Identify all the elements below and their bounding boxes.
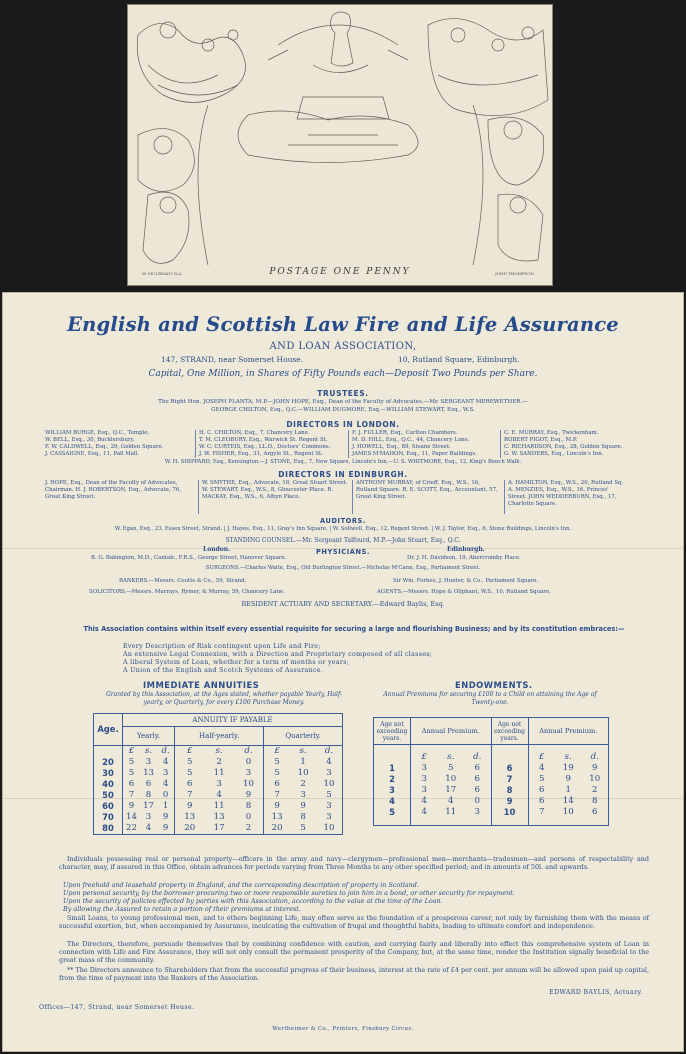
age-column xyxy=(374,745,411,826)
age-value: 50 xyxy=(102,790,114,800)
value-cell: 4 xyxy=(421,807,427,817)
age-value: 3 xyxy=(389,785,395,795)
value-cell: 6 xyxy=(128,779,135,789)
value-row xyxy=(264,768,342,779)
physicians-edinburgh: Dr. J. H. Davidson, 19, Abercromby Place. xyxy=(407,555,521,561)
value-cell: 3 xyxy=(162,768,169,778)
paragraph: ** The Directors announce to Shareholders that from the successful progress of their business, interest at the rate of £4 per cent. per annum will be allowed upon paid up capital, from the time of payment into the Bankers of the Association. xyxy=(59,966,649,983)
annual-premium-header: Annual Premium. xyxy=(528,718,609,745)
bankers-line: BANKERS.—Messrs. Coutts & Co., 59, Strand. xyxy=(119,578,247,584)
value-row xyxy=(411,752,491,763)
value-cell: 6 xyxy=(474,785,480,795)
value-cell: 4 xyxy=(539,763,545,773)
embrace-item: A Union of the English and Scotch Systems of Assurance. xyxy=(123,667,324,674)
value-row xyxy=(175,790,263,801)
value-cell: 9 xyxy=(245,790,252,800)
value-cell: 6 xyxy=(474,774,480,784)
director-entry: W. BELL, Esq., 30, Bucklersbury. xyxy=(45,436,135,443)
value-cell: 8 xyxy=(245,801,252,811)
value-cell: 3 xyxy=(145,757,152,767)
value-cell: 3 xyxy=(326,768,332,778)
company-subtitle: AND LOAN ASSOCIATION, xyxy=(269,341,417,352)
value-cell: s. xyxy=(215,746,223,756)
mulready-envelope xyxy=(127,4,553,286)
solicitors-line: SOLICITORS.—Messrs. Murrays, Rymer, & Murray, 59, Chancery Lane. xyxy=(89,589,285,595)
address-london: 147, STRAND, near Somerset House. xyxy=(161,355,304,364)
value-cell: 6 xyxy=(145,779,152,789)
value-row xyxy=(123,768,174,779)
value-cell: 4 xyxy=(162,757,169,767)
value-cell: 20 xyxy=(184,823,196,833)
embrace-item: Every Description of Risk contingent upon Life and Fire; xyxy=(123,643,321,650)
director-entry: T. M. CLEOBURY, Esq., Warwick St. Regent St. xyxy=(199,436,328,443)
value-row xyxy=(264,812,342,823)
value-cell: 5 xyxy=(187,768,193,778)
value-row xyxy=(175,757,263,768)
value-cell: 19 xyxy=(562,763,574,773)
value-cell: 10 xyxy=(445,774,457,784)
value-cell: s. xyxy=(564,752,572,762)
value-cell: £ xyxy=(421,752,427,762)
value-cell: 6 xyxy=(539,796,545,806)
age-header: Age. xyxy=(94,714,123,746)
annual-premium-header: Annual Premium. xyxy=(411,718,492,745)
company-title: English and Scottish Law Fire and Life Assurance xyxy=(67,313,619,336)
value-cell: 2 xyxy=(592,785,598,795)
value-cell: 2 xyxy=(245,823,252,833)
value-cell: 9 xyxy=(162,812,169,822)
value-cell: 9 xyxy=(187,801,193,811)
value-cell: 11 xyxy=(445,807,457,817)
auditors-line: W. Egan, Esq., 23, Essex Street, Strand. | J. Hayes, Esq., 11, Gray's Inn Square. | W. Sollwell, Esq., 12, Regent Street. | W. J. Taylor, Esq., 6, Stone Buildings, Lincoln's Inn. xyxy=(114,526,572,532)
value-cell: s. xyxy=(299,746,307,756)
director-entry: ROBERT PIGOT, Esq., M.P. xyxy=(504,436,578,443)
value-cell: 4 xyxy=(448,796,454,806)
value-cell: 3 xyxy=(421,774,427,784)
col-yearly: Yearly. xyxy=(123,727,175,746)
embrace-item: A liberal System of Loan, whether for a term of months or years; xyxy=(123,659,350,666)
director-entry: W. C. CURTEIS, Esq., LL.D., Doctors' Commons. xyxy=(199,443,331,450)
value-cell: 5 xyxy=(326,790,332,800)
directors-london-last: W. H. SHIPPARD, Esq., Kensington.—J. STONE, Esq., 7, New Square, Lincoln's Inn.—U. S. WHITMORE, Esq., 12, King's Bench Walk. xyxy=(164,459,522,465)
surgeons-line: SURGEONS.—Charles Waite, Esq., Old Burlington Street.—Nicholas M'Cann, Esq., Parliament Street. xyxy=(205,565,481,571)
value-row xyxy=(264,779,342,790)
value-row xyxy=(529,796,609,807)
value-cell: 9 xyxy=(162,823,169,833)
quarterly-values xyxy=(264,746,343,835)
agents-line: AGENTS.—Messrs. Hope & Oliphant, W.S., 10, Rutland Square. xyxy=(377,589,551,595)
directors-edinburgh-heading: DIRECTORS IN EDINBURGH. xyxy=(278,470,408,479)
value-row xyxy=(529,807,609,818)
value-cell: 6 xyxy=(592,807,598,817)
value-row xyxy=(529,752,609,763)
age-value: 1 xyxy=(389,763,395,773)
age-value: 70 xyxy=(102,812,114,822)
value-cell: 5 xyxy=(274,768,280,778)
association-statement: This Association contains within itself every essential requisite for securing a large and flourishing Business; and by its constitution embraces:— xyxy=(83,625,625,633)
age-value: 4 xyxy=(389,796,395,806)
value-cell: 6 xyxy=(274,779,280,789)
paragraph: Individuals possessing real or personal property—officers in the army and navy—clergymen—professional men—merchants—tradesmen—and persons of respectability and character, may, if assured in this Office, obtain advances for periods varying from Three Months to any other specified period; and in amounts of 50l. and upwards. xyxy=(59,855,649,872)
value-cell: 9 xyxy=(300,801,306,811)
directors-edinburgh-col3: ANTHONY MURRAY, of Crieff, Esq., W.S., 16, Rutland Square. R. E. SCOTT, Esq., Accountant, 57, Great King Street. xyxy=(356,480,498,500)
offices-line: Offices—147, Strand, near Somerset House. xyxy=(39,1004,195,1011)
value-row xyxy=(264,790,342,801)
value-row xyxy=(529,774,609,785)
address-edinburgh: 10, Rutland Square, Edinburgh. xyxy=(398,355,520,364)
value-cell: 1 xyxy=(162,801,169,811)
paragraph: Small Loans, to young professional men, and to others beginning Life, may often serve as the foundation of a prosperous career, not only by furnishing them with the means of successful exertion, but, when accompanied by Assurance, inculcating the cultivation of frugal and thoughtful habits, leading to ultimate comfort and independence. xyxy=(59,914,649,931)
value-cell: 2 xyxy=(300,779,306,789)
director-entry: G. W. SANDERS, Esq., Lincoln's Inn. xyxy=(504,450,604,457)
standing-counsel: STANDING COUNSEL.—Mr. Sergeant Talfourd, M.P.—John Stuart, Esq., Q.C. xyxy=(225,537,461,544)
value-row xyxy=(264,801,342,812)
value-cell: 5 xyxy=(187,757,193,767)
age-not-exceeding-header: Age not exceeding years. xyxy=(491,718,528,745)
age-value: 8 xyxy=(506,785,513,795)
age-value: 6 xyxy=(506,763,513,773)
value-cell: 17 xyxy=(213,823,225,833)
value-cell: 11 xyxy=(213,801,225,811)
value-cell: 22 xyxy=(126,823,137,833)
value-cell: 3 xyxy=(216,779,222,789)
trustees-line: The Right Hon. JOSEPH PLANTA, M.P.—JOHN HOPE, Esq., Dean of the Faculty of Advocates.—Mr. SERGEANT MEREWETHER.— xyxy=(158,399,528,405)
premium-values xyxy=(528,745,609,826)
age-value: 9 xyxy=(506,796,513,806)
value-cell: 3 xyxy=(145,812,152,822)
value-row xyxy=(123,757,174,768)
value-cell: £ xyxy=(187,746,193,756)
directors-london-col2 xyxy=(199,430,330,458)
physicians-heading: PHYSICIANS. xyxy=(315,548,371,556)
value-cell: d. xyxy=(161,746,170,756)
paragraph: Upon freehold and leasehold property in England, and the corresponding description of property in Scotland. xyxy=(63,881,419,889)
directors-london-col3 xyxy=(352,430,477,458)
value-cell: d. xyxy=(590,752,599,762)
value-cell: 1 xyxy=(300,757,306,767)
value-cell: 7 xyxy=(187,790,193,800)
value-row xyxy=(123,812,174,823)
embrace-item: An extensive Legal Connexion, with a Direction and Proprietary composed of all classes; xyxy=(123,651,433,658)
value-cell: 8 xyxy=(300,812,306,822)
value-row xyxy=(123,790,174,801)
value-cell: d. xyxy=(244,746,253,756)
value-cell: 0 xyxy=(245,757,252,767)
directors-london-heading: DIRECTORS IN LONDON. xyxy=(286,420,400,429)
yearly-values xyxy=(123,746,175,835)
age-value: 5 xyxy=(389,807,395,817)
value-cell: 3 xyxy=(300,790,306,800)
value-cell: 4 xyxy=(326,757,332,767)
value-row xyxy=(175,746,263,757)
value-row xyxy=(175,823,263,834)
value-row xyxy=(411,807,491,818)
value-cell: 0 xyxy=(245,812,252,822)
value-cell: 6 xyxy=(474,763,480,773)
paragraph: By allowing the Assured to retain a portion of their premiums at interest. xyxy=(63,905,301,913)
engraver-left: W. MULREADY R.A. xyxy=(142,271,183,276)
annuities-table xyxy=(93,713,343,835)
value-row xyxy=(123,746,174,757)
director-entry: H. C. CHILTON, Esq., 7, Chancery Lane. xyxy=(199,430,310,436)
value-cell: 14 xyxy=(126,812,137,822)
value-row xyxy=(411,785,491,796)
bankers-edinburgh: Sir Wm. Forbes, J. Hunter, & Co., Parliament Square. xyxy=(393,578,539,584)
value-cell: d. xyxy=(324,746,334,756)
value-cell: 7 xyxy=(539,807,545,817)
value-cell: 13 xyxy=(143,768,154,778)
value-cell: 7 xyxy=(128,790,135,800)
value-row xyxy=(123,823,174,834)
age-value: 40 xyxy=(102,779,114,789)
directors-edinburgh-col4: A. HAMILTON, Esq., W.S., 20, Rutland Sq. A. MENZIES, Esq., W.S., 16, Princes' Street. JOHN WEDDERBURN, Esq., 17, Charlotte Square. xyxy=(508,480,624,507)
premium-values xyxy=(411,745,492,826)
age-column xyxy=(94,746,123,835)
paragraph: Upon personal security, by the borrower procuring two or more responsible sureties to join him in a bond, or other security for repayment. xyxy=(63,889,515,897)
director-entry: WILLIAM BURGE, Esq., Q.C., Temple. xyxy=(45,430,150,436)
value-cell: 20 xyxy=(271,823,283,833)
director-entry: F. W. CALDWELL, Esq., 29, Golden Square. xyxy=(45,443,164,450)
value-cell: 8 xyxy=(145,790,152,800)
value-cell: 5 xyxy=(539,774,545,784)
director-entry: C. RICHARDSON, Esq., 28, Golden Square. xyxy=(504,443,623,450)
value-cell: 9 xyxy=(592,763,598,773)
value-cell: 10 xyxy=(323,823,335,833)
value-cell: s. xyxy=(144,746,153,756)
director-entry: JAMES M'MAHON, Esq., 11, Paper Buildings. xyxy=(352,450,477,457)
spacer xyxy=(374,752,410,763)
value-cell: 3 xyxy=(245,768,252,778)
directors-london-col4 xyxy=(504,430,623,458)
paragraph: Upon the security of policies effected by parties with this Association, according to the value at the time of the Loan. xyxy=(63,897,443,905)
mulready-illustration xyxy=(128,5,552,273)
age-value: 60 xyxy=(102,801,114,811)
postage-label: POSTAGE ONE PENNY xyxy=(269,267,411,277)
value-cell: 9 xyxy=(128,801,135,811)
endowments-heading: ENDOWMENTS. xyxy=(455,680,533,690)
annuities-heading: IMMEDIATE ANNUITIES xyxy=(143,680,260,690)
director-entry: J. HOWELL, Esq., 89, Sloane Street. xyxy=(352,443,451,450)
value-cell: 3 xyxy=(421,785,427,795)
age-value: 7 xyxy=(506,774,513,784)
value-cell: 5 xyxy=(128,757,135,767)
value-row xyxy=(264,757,342,768)
value-cell: 14 xyxy=(562,796,574,806)
endowments-note: Annual Premiums for securing £100 to a Child on attaining the Age of Twenty-one. xyxy=(383,691,597,706)
actuary-signature: EDWARD BAYLIS, Actuary. xyxy=(549,989,643,996)
auditors-heading: AUDITORS. xyxy=(319,517,366,525)
value-cell: 9 xyxy=(274,801,280,811)
value-row xyxy=(529,785,609,796)
value-cell: 6 xyxy=(187,779,193,789)
value-cell: 17 xyxy=(143,801,154,811)
value-cell: 10 xyxy=(323,779,335,789)
value-row xyxy=(123,801,174,812)
age-column xyxy=(491,745,528,826)
director-entry: M. D. HILL, Esq., Q.C., 44, Chancery Lane. xyxy=(352,436,470,443)
annuities-note: Granted by this Association, at the Ages stated, whether payable Yearly, Half-yearly, or Quarterly, for every £100 Purchase Money. xyxy=(105,691,342,706)
value-cell: £ xyxy=(128,746,135,756)
age-value: 30 xyxy=(102,768,114,778)
value-row xyxy=(175,768,263,779)
value-cell: 3 xyxy=(326,812,332,822)
trustees-line: GEORGE CHILTON, Esq., Q.C.—WILLIAM DUGMORE, Esq.—WILLIAM STEWART, Esq., W.S. xyxy=(211,407,475,413)
value-cell: 3 xyxy=(326,801,332,811)
value-row xyxy=(123,779,174,790)
value-cell: 13 xyxy=(184,812,196,822)
value-cell: 17 xyxy=(445,785,457,795)
value-row xyxy=(175,812,263,823)
value-cell: 1 xyxy=(565,785,571,795)
director-entry: J. W. FISHER, Esq., 31, Argyle St., Regent St. xyxy=(199,450,323,457)
value-cell: s. xyxy=(447,752,455,762)
value-cell: 10 xyxy=(562,807,574,817)
age-value: 20 xyxy=(102,757,114,767)
physicians-london: B. G. Babington, M.D., Cantab., F.R.S., George Street, Hanover Square. xyxy=(91,555,287,561)
value-row xyxy=(175,779,263,790)
value-cell: 5 xyxy=(274,757,280,767)
value-cell: 8 xyxy=(592,796,598,806)
value-cell: 0 xyxy=(162,790,169,800)
director-entry: F. J. FULLER, Esq., Carlton Chambers. xyxy=(352,430,458,436)
value-cell: 10 xyxy=(589,774,601,784)
paragraph: The Directors, therefore, persuade themselves that by combining confidence with caution, and carrying fairly and liberally into effect this comprehensive system of Loan in connection with Life and Fire Assurance, they will not only consult the permanent prosperity of the Company, but, at the same time, render the Institution signally beneficial to the great mass of the community. xyxy=(59,940,649,965)
value-cell: 3 xyxy=(474,807,480,817)
value-cell: 5 xyxy=(128,768,135,778)
spacer xyxy=(492,752,528,763)
capital-line: Capital, One Million, in Shares of Fifty Pounds each—Deposit Two Pounds per Share. xyxy=(148,369,538,379)
value-cell: 4 xyxy=(162,779,169,789)
col-half-yearly: Half-yearly. xyxy=(175,727,264,746)
value-row xyxy=(264,823,342,834)
value-cell: 4 xyxy=(216,790,222,800)
endowments-table xyxy=(373,717,609,826)
value-cell: £ xyxy=(539,752,545,762)
directors-edinburgh-col2: W. SMYTHE, Esq., Advocate, 16, Great Stuart Street. W. STEWART, Esq., W.S., 8, Gloucester Place. R. MACKAY, Esq., W.S., 6, Albyn Place. xyxy=(202,480,348,500)
value-row xyxy=(411,774,491,785)
prospectus-sheet xyxy=(2,292,684,1052)
value-cell: 10 xyxy=(243,779,254,789)
printer-line: Wertheimer & Co., Printers, Finsbury Circus. xyxy=(272,1026,414,1032)
director-entry: C. E. MURRAY, Esq., Twickenham. xyxy=(504,430,599,436)
value-cell: 7 xyxy=(274,790,280,800)
value-cell: 2 xyxy=(216,757,222,767)
physicians-edinburgh-label: Edinburgh. xyxy=(447,546,485,553)
age-value: 10 xyxy=(503,807,516,817)
value-cell: 6 xyxy=(539,785,545,795)
half-yearly-values xyxy=(175,746,264,835)
payable-header: ANNUITY IF PAYABLE xyxy=(123,714,343,727)
value-cell: 4 xyxy=(145,823,152,833)
age-not-exceeding-header: Age not exceeding years. xyxy=(374,718,411,745)
value-cell: 13 xyxy=(213,812,225,822)
value-cell: 10 xyxy=(297,768,309,778)
value-cell: 11 xyxy=(213,768,225,778)
value-cell: £ xyxy=(274,746,280,756)
value-row xyxy=(411,763,491,774)
value-cell: 13 xyxy=(271,812,283,822)
value-row xyxy=(264,746,342,757)
value-row xyxy=(529,763,609,774)
age-value: 80 xyxy=(102,823,114,833)
value-cell: 3 xyxy=(421,763,427,773)
value-cell: 9 xyxy=(565,774,571,784)
engraver-right: JOHN THOMPSON xyxy=(495,271,534,276)
value-row xyxy=(175,801,263,812)
value-cell: d. xyxy=(473,752,482,762)
value-cell: 0 xyxy=(474,796,480,806)
value-row xyxy=(411,796,491,807)
col-quarterly: Quarterly. xyxy=(264,727,343,746)
value-cell: 4 xyxy=(421,796,427,806)
value-cell: 5 xyxy=(448,763,454,773)
actuary-line: RESIDENT ACTUARY AND SECRETARY.—Edward Baylis, Esq. xyxy=(241,600,445,608)
directors-london-col1 xyxy=(45,430,163,458)
trustees-heading: TRUSTEES. xyxy=(317,389,369,398)
physicians-london-label: London. xyxy=(203,546,231,553)
directors-edinburgh-col1: J. HOPE, Esq., Dean of the Faculty of Advocates, Chairman. H. J. ROBERTSON, Esq., Advocate, 76, Great King Street. xyxy=(45,480,181,500)
spacer xyxy=(94,746,122,757)
director-entry: J. CASSAIGNE, Esq., 11, Pall Mall. xyxy=(45,450,140,457)
value-cell: 5 xyxy=(300,823,306,833)
age-value: 2 xyxy=(389,774,395,784)
